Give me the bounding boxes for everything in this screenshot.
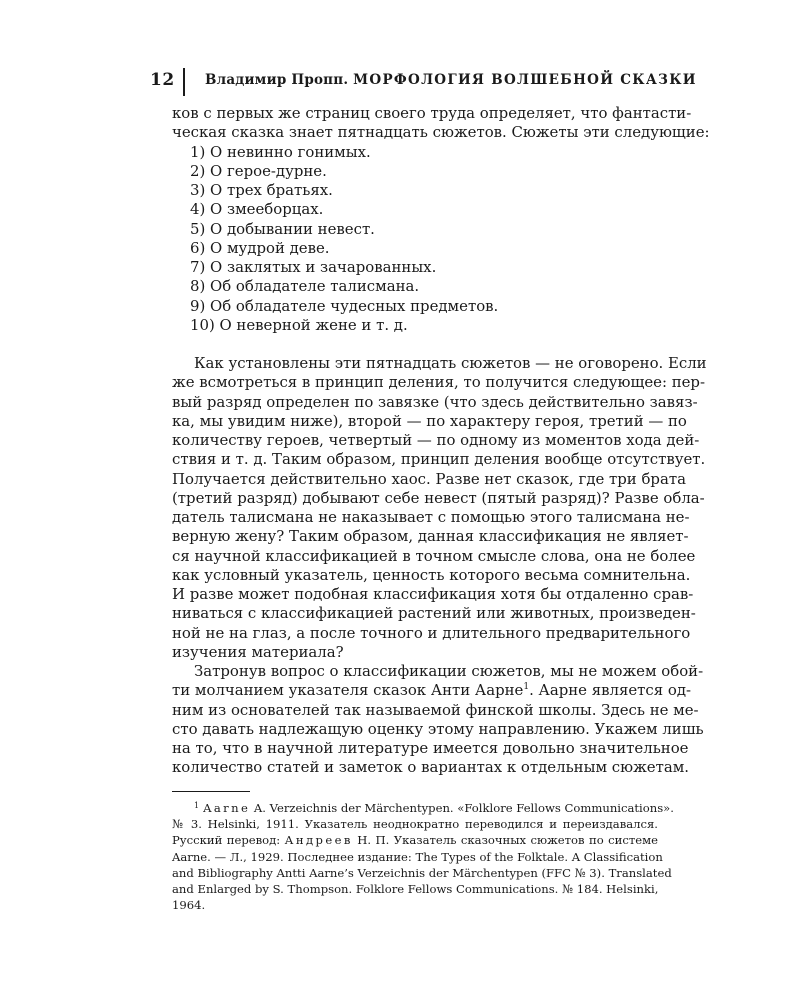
text-line: Получается действительно хаос. Разве нет сказок, где три брата [172, 469, 686, 488]
list-item: 4) О змееборцах. [190, 200, 324, 219]
footnote-line [172, 832, 658, 848]
footnote-mark: 1 [194, 801, 200, 810]
paragraph-gap [172, 335, 658, 354]
text-span: A. Verzeichnis der Märchentypen. «Folklore Fellows Communications». [250, 801, 674, 815]
paragraph-aarne-index [172, 662, 704, 778]
running-head [205, 72, 697, 88]
text-line: датель талисмана не наказывает с помощью этого талисмана не- [172, 508, 690, 526]
text-line: ка, мы увидим ниже), второй — по характеру героя, третий — по [172, 411, 687, 430]
header-divider [183, 68, 185, 96]
text-line: ним из основателей так называемой финской школы. Здесь не ме- [172, 700, 699, 719]
text-line: ческая сказка знает пятнадцать сюжетов. Сюжеты эти следующие: [172, 123, 710, 142]
footnote-line: 1964. [172, 898, 206, 913]
running-header [150, 68, 697, 96]
list-item: 8) Об обладателе талисмана. [190, 277, 420, 296]
text-span: Н. П. Указатель сказочных сюжетов по системе [352, 833, 659, 848]
text-span: Русский перевод: [172, 833, 285, 848]
text-line [172, 681, 692, 700]
text-line: количеству героев, четвертый — по одному из моментов хода дей- [172, 431, 700, 449]
footnote-reference[interactable]: 1 [523, 682, 530, 693]
text-line: ствия и т. д. Таким образом, принцип деления вообще отсутствует. [172, 450, 706, 469]
text-line: ся научной классификацией в точном смысле слова, она не более [172, 546, 696, 565]
list-item: 5) О добывании невест. [190, 219, 375, 238]
footnote-divider [172, 791, 250, 792]
list-item: 7) О заклятых и зачарованных. [190, 258, 437, 276]
list-item: 1) О невинно гонимых. [190, 142, 371, 161]
text-line: как условный указатель, ценность которого весьма сомнительна. [172, 565, 691, 584]
list-item: 9) Об обладателе чудесных предметов. [190, 296, 499, 315]
list-item: 2) О герое-дурне. [190, 161, 327, 180]
text-line: верную жену? Таким образом, данная классификация не являет- [172, 527, 689, 546]
footnote-line: Aarne. — Л., 1929. Последнее издание: The Types of the Folktale. A Classification [172, 849, 663, 864]
book-title: МОРФОЛОГИЯ ВОЛШЕБНОЙ СКАЗКИ [353, 72, 697, 88]
author-name: Владимир Пропп. [205, 72, 349, 88]
text-line: Затронув вопрос о классификации сюжетов, мы не можем обой- [194, 662, 704, 680]
text-span: ти молчанием указателя сказок Анти Аарне [172, 681, 524, 700]
footnote-line [172, 800, 674, 816]
main-text [172, 104, 710, 778]
text-line: ков с первых же страниц своего труда определяет, что фантасти- [172, 104, 692, 122]
text-line: ной не на глаз, а после точного и длительного предварительного [172, 623, 691, 642]
text-line: же всмотреться в принцип деления, то получится следующее: пер- [172, 373, 705, 392]
text-line: на то, что в научной литературе имеется довольно значительное [172, 739, 689, 757]
footnote-line: № 3. Helsinki, 1911. Указатель неоднократно переводился и переиздавался. [172, 817, 658, 832]
text-line: количество статей и заметок о вариантах к отдельным сюжетам. [172, 758, 690, 777]
footnote [172, 800, 674, 913]
plot-list [172, 143, 658, 336]
list-item: 6) О мудрой деве. [190, 238, 330, 257]
text-line: (третий разряд) добывают себе невест (пятый разряд)? Разве обла- [172, 488, 705, 507]
text-line: ниваться с классификацией растений или животных, произведен- [172, 604, 696, 623]
text-line: И разве может подобная классификация хотя бы отдаленно срав- [172, 585, 694, 603]
text-line: сто давать надлежащую оценку этому направлению. Укажем лишь [172, 719, 704, 738]
footnote-line: and Bibliography Antti Aarne’s Verzeichnis der Märchentypen (FFC № 3). Translated [172, 865, 672, 880]
list-item: 3) О трех братьях. [190, 181, 333, 199]
text-line: Как установлены эти пятнадцать сюжетов — не оговорено. Если [194, 354, 707, 372]
text-line: изучения материала? [172, 642, 344, 661]
text-line: вый разряд определен по завязке (что здесь действительно завяз- [172, 392, 698, 411]
text-span: . Аарне является од- [529, 681, 692, 700]
paragraph-classification-critique [172, 354, 707, 662]
footnote-line: and Enlarged by S. Thompson. Folklore Fellows Communications. № 184. Helsinki, [172, 881, 659, 896]
footnote-author: Андреев [284, 833, 353, 848]
page-number: 12 [150, 70, 175, 90]
list-item: 10) О неверной жене и т. д. [190, 315, 408, 334]
footnote-author: Aarne [203, 801, 251, 815]
